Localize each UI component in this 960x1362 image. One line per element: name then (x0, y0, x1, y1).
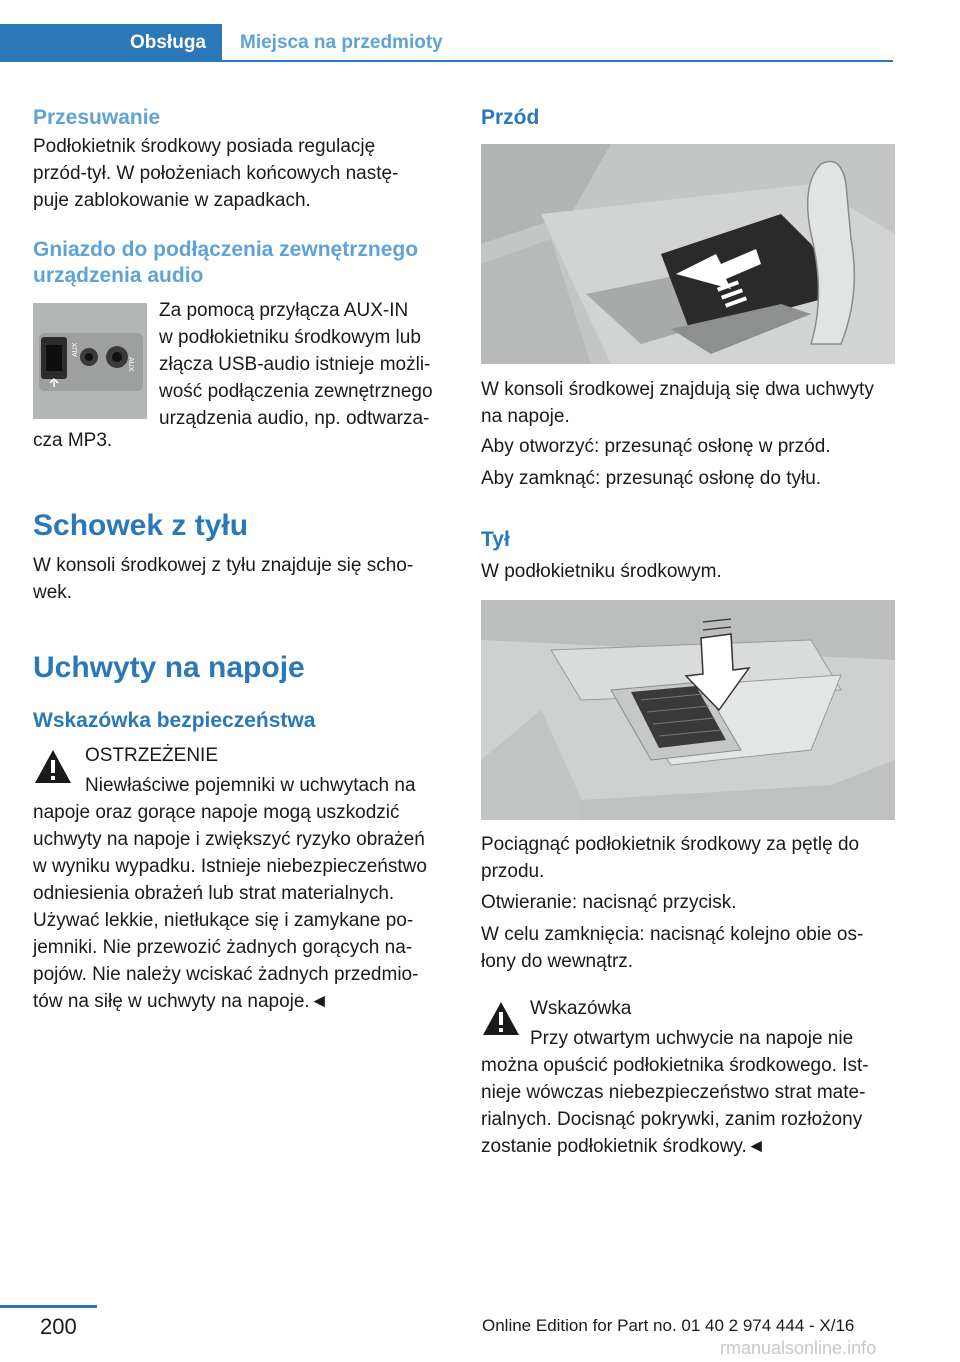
wskazowka-heading: Wskazówka bezpieczeństwa (33, 709, 316, 732)
gniazdo-line-3: złącza USB-audio istnieje możli- (159, 354, 431, 375)
warning-line-9: tów na siłę w uchwyty na napoje.◄ (33, 991, 329, 1012)
gniazdo-line-2: w podłokietniku środkowym lub (159, 327, 421, 348)
pull-line-1: Pociągnąć podłokietnik środkowy za pętlę do (481, 834, 860, 855)
closing-line-1: W celu zamknięcia: nacisnąć kolejno obie os- (481, 924, 864, 945)
tyl-heading: Tył (481, 528, 510, 551)
footer-rule (0, 1305, 97, 1308)
warning-line-4: w wyniku wypadku. Istnieje niebezpieczeństwo (33, 856, 427, 877)
uchwyty-heading: Uchwyty na napoje (33, 651, 305, 684)
note-label: Wskazówka (530, 998, 632, 1019)
aux-label-2: AUX (127, 357, 134, 372)
tyl-text: W podłokietniku środkowym. (481, 561, 722, 582)
warning-triangle-icon (33, 748, 73, 786)
warning-line-7: jemniki. Nie przewozić żadnych gorących na- (33, 937, 413, 958)
przesuwanie-heading: Przesuwanie (33, 106, 161, 129)
warning-line-1: Niewłaściwe pojemniki w uchwytach na (85, 775, 416, 796)
page-header (0, 24, 893, 62)
warning-label: OSTRZEŻENIE (85, 745, 219, 766)
aux-label-1: AUX (72, 342, 79, 357)
gniazdo-line-5: urządzenia audio, np. odtwarza- (159, 408, 430, 429)
przesuwanie-line-3: puje zablokowanie w zapadkach. (33, 190, 311, 211)
schowek-line-1: W konsoli środkowej z tyłu znajduje się scho- (33, 555, 414, 576)
gniazdo-line-4: wość podłączenia zewnętrznego (159, 381, 433, 402)
edition-text: Online Edition for Part no. 01 40 2 974 444 - X/16 (482, 1316, 855, 1335)
page-number: 200 (40, 1314, 77, 1339)
przesuwanie-line-1: Podłokietnik środkowy posiada regulację (33, 136, 376, 157)
schowek-heading: Schowek z tyłu (33, 509, 249, 542)
section-tab-obsluga: Obsługa (0, 24, 222, 62)
front-cupholder-image (481, 144, 895, 364)
watermark: rmanualsonline.info (720, 1338, 877, 1358)
note-line-4: rialnych. Docisnąć pokrywki, zanim rozłożony (481, 1109, 863, 1130)
gniazdo-line-6: cza MP3. (33, 430, 113, 451)
note-line-1: Przy otwartym uchwycie na napoje nie (530, 1028, 854, 1049)
close-text: Aby zamknąć: przesunąć osłonę do tyłu. (481, 468, 822, 489)
pull-line-2: przodu. (481, 861, 545, 882)
rear-armrest-image (481, 600, 895, 820)
przod-line-2: na napoje. (481, 406, 570, 427)
note-line-3: nieje wówczas niebezpieczeństwo strat mate- (481, 1082, 866, 1103)
note-line-2: można opuścić podłokietnika środkowego. Ist- (481, 1055, 869, 1076)
przod-heading: Przód (481, 106, 540, 129)
warning-line-3: uchwyty na napoje i zwiększyć ryzyko obrażeń (33, 829, 425, 850)
note-line-5: zostanie podłokietnik środkowy.◄ (481, 1136, 766, 1157)
warning-line-2: napoje oraz gorące napoje mogą uszkodzić (33, 802, 400, 823)
przod-line-1: W konsoli środkowej znajdują się dwa uchwyty (481, 379, 874, 400)
warning-line-6: Używać lekkie, nietłukące się i zamykane po- (33, 910, 414, 931)
schowek-line-2: wek. (33, 582, 73, 603)
section-tab-miejsca: Miejsca na przedmioty (240, 32, 443, 53)
gniazdo-heading-line-2: urządzenia audio (33, 264, 204, 287)
gniazdo-heading-line-1: Gniazdo do podłączenia zewnętrznego (33, 238, 419, 261)
open-text: Aby otworzyć: przesunąć osłonę w przód. (481, 436, 831, 457)
warning-line-5: odniesienia obrażeń lub strat materialnych. (33, 883, 395, 904)
press-text: Otwieranie: nacisnąć przycisk. (481, 892, 737, 913)
aux-usb-image (33, 303, 147, 419)
note-triangle-icon (481, 1000, 521, 1038)
przesuwanie-line-2: przód-tył. W położeniach końcowych nastę- (33, 163, 399, 184)
warning-line-8: pojów. Nie należy wciskać żadnych przedmio- (33, 964, 419, 985)
gniazdo-line-1: Za pomocą przyłącza AUX-IN (159, 300, 409, 321)
header-rule (222, 60, 893, 62)
closing-line-2: łony do wewnątrz. (481, 951, 634, 972)
